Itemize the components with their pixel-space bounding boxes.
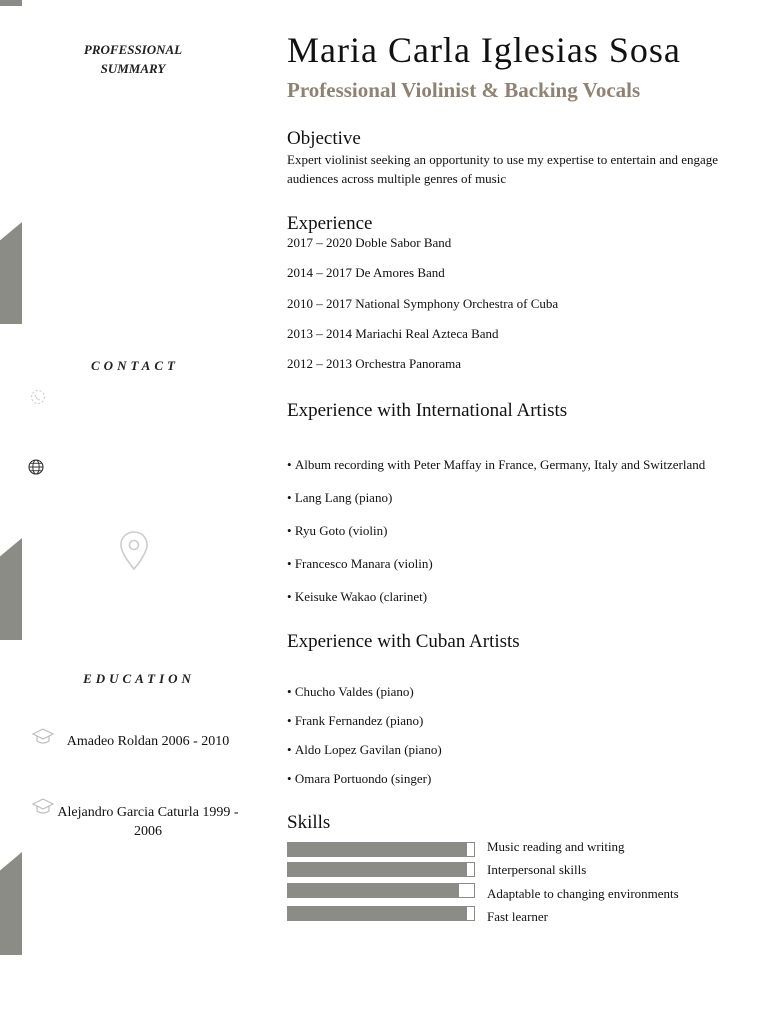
objective-heading: Objective bbox=[287, 128, 361, 149]
cuban-artists-heading: Experience with Cuban Artists bbox=[287, 631, 520, 652]
skill-bar bbox=[287, 906, 475, 921]
education-heading: EDUCATION bbox=[83, 671, 195, 686]
cuban-artist-item: • Omara Portuondo (singer) bbox=[287, 771, 431, 787]
objective-text: Expert violinist seeking an opportunity to use my expertise to entertain and engage audiences across multiple genres of music bbox=[287, 152, 719, 186]
skill-bar bbox=[287, 842, 475, 857]
professional-summary-title: PROFESSIONAL SUMMARY bbox=[83, 42, 183, 76]
location-pin-icon bbox=[118, 530, 150, 572]
globe-icon bbox=[27, 458, 45, 476]
skill-label: Fast learner bbox=[487, 909, 549, 924]
skills-heading: Skills bbox=[287, 812, 331, 833]
skill-bar bbox=[287, 862, 475, 877]
experience-item: 2017 – 2020 Doble Sabor Band bbox=[287, 235, 452, 250]
education-item-1: Amadeo Roldan 2006 - 2010 bbox=[66, 734, 230, 749]
skill-bar-fill bbox=[288, 907, 467, 920]
side-tab-top bbox=[0, 0, 22, 6]
contact-heading: CONTACT bbox=[91, 358, 179, 373]
international-artist-item: • Ryu Goto (violin) bbox=[287, 523, 387, 539]
international-artist-item: • Lang Lang (piano) bbox=[287, 490, 392, 506]
skill-bar-fill bbox=[288, 843, 467, 856]
graduation-cap-icon bbox=[31, 797, 55, 817]
international-artist-item: • Keisuke Wakao (clarinet) bbox=[287, 589, 427, 605]
candidate-title: Professional Violinist & Backing Vocals bbox=[287, 78, 641, 102]
experience-item: 2014 – 2017 De Amores Band bbox=[287, 265, 445, 280]
candidate-name: Maria Carla Iglesias Sosa bbox=[287, 30, 681, 70]
side-tab-3 bbox=[0, 852, 22, 955]
cuban-artist-item: • Chucho Valdes (piano) bbox=[287, 684, 414, 700]
phone-icon bbox=[29, 388, 47, 406]
international-artist-item: • Francesco Manara (violin) bbox=[287, 556, 433, 572]
side-tab-2 bbox=[0, 538, 22, 640]
skill-bar bbox=[287, 883, 475, 898]
side-tab-1 bbox=[0, 222, 22, 324]
experience-heading: Experience bbox=[287, 213, 373, 234]
education-item-2: Alejandro Garcia Caturla 1999 - 2006 bbox=[57, 805, 239, 839]
skill-bar-fill bbox=[288, 884, 459, 897]
graduation-cap-icon bbox=[31, 727, 55, 747]
experience-item: 2013 – 2014 Mariachi Real Azteca Band bbox=[287, 326, 499, 341]
skill-label: Adaptable to changing environments bbox=[487, 886, 679, 901]
skill-label: Music reading and writing bbox=[487, 839, 625, 854]
international-artists-heading: Experience with International Artists bbox=[287, 400, 568, 421]
skill-bar-fill bbox=[288, 863, 467, 876]
international-artist-item: • Album recording with Peter Maffay in France, Germany, Italy and Switzerland bbox=[287, 457, 705, 473]
experience-item: 2010 – 2017 National Symphony Orchestra of Cuba bbox=[287, 296, 559, 311]
skill-label: Interpersonal skills bbox=[487, 862, 587, 877]
cuban-artist-item: • Aldo Lopez Gavilan (piano) bbox=[287, 742, 442, 758]
cuban-artist-item: • Frank Fernandez (piano) bbox=[287, 713, 423, 729]
experience-item: 2012 – 2013 Orchestra Panorama bbox=[287, 356, 462, 371]
